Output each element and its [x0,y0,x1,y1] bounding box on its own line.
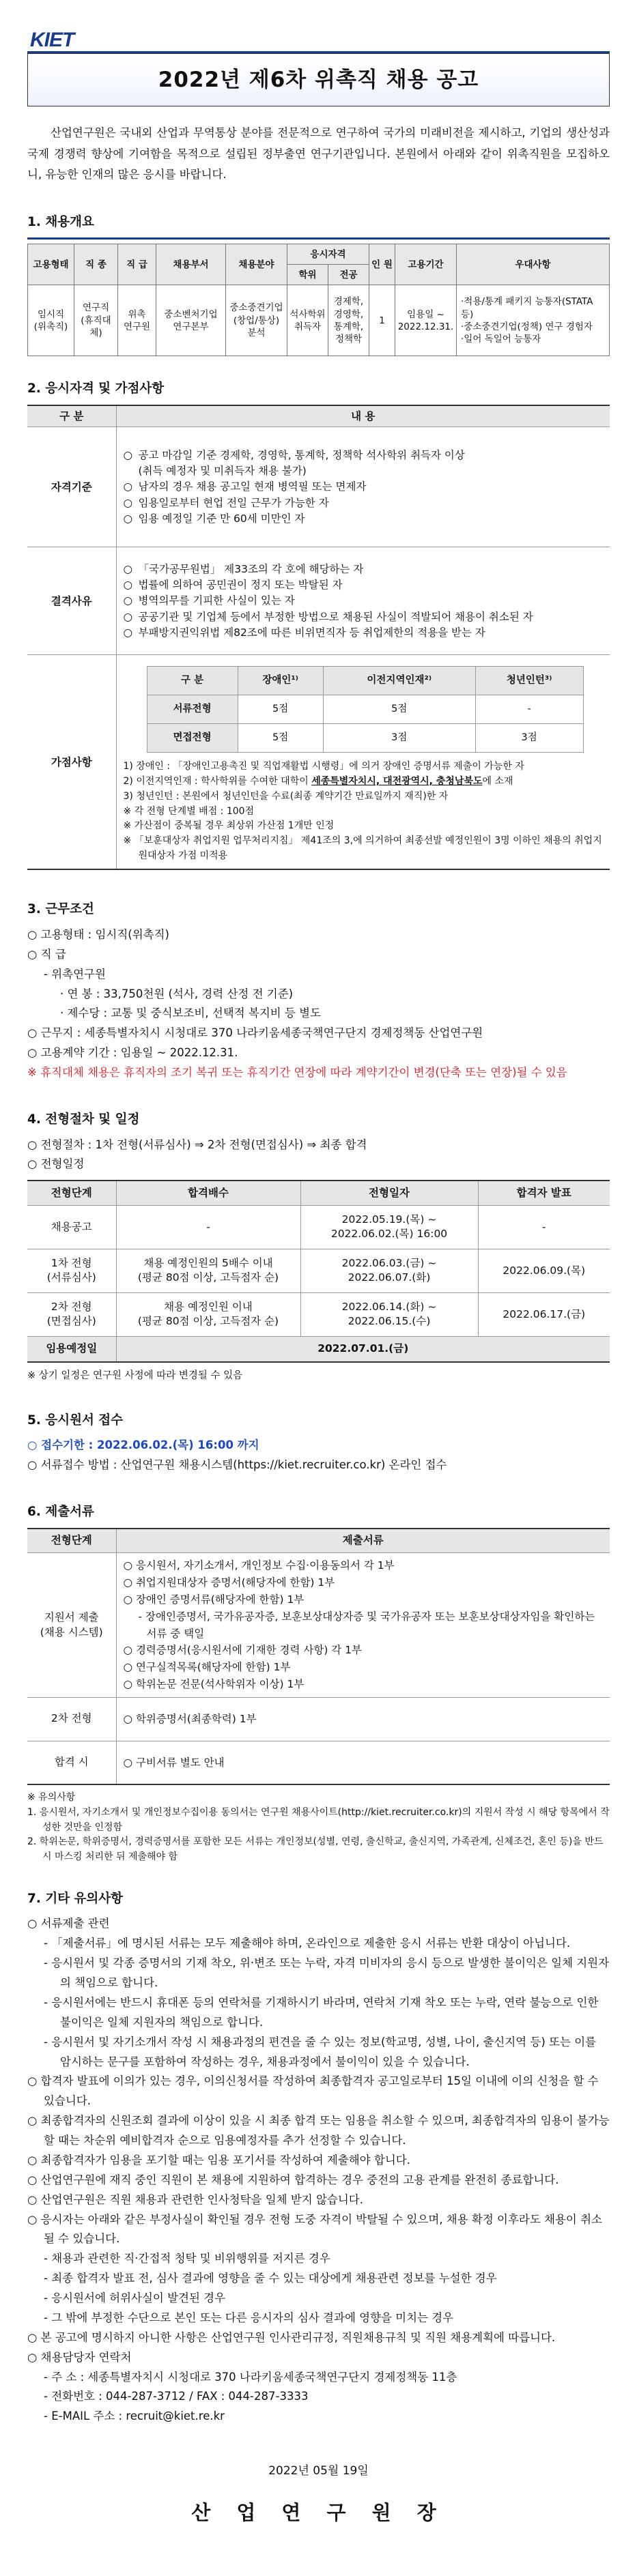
misc-line: - 주 소 : 세종특별자치시 시청대로 370 나라키움세종국책연구단지 경제정책동 11층 [44,2370,457,2384]
misc-line: ○ 합격자 발표에 이의가 있는 경우, 이의신청서를 작성하여 최종합격자 공고일로부터 15일 이내에 이의 신청을 할 수 있습니다. [27,2074,599,2108]
bullet-icon: ○ [123,594,133,607]
table-cell: 5점 [238,724,323,753]
table-cell: 위촉 연구원 [118,285,156,356]
misc-line: ○ 서류제출 관련 [27,1917,110,1930]
logo-wordmark: KIET [30,29,74,52]
table-cell: 5점 [238,695,323,724]
application-method: ○ 서류접수 방법 : 산업연구원 채용시스템(https://kiet.recruiter.co.kr) 온라인 접수 [27,1458,447,1472]
misc-line: ○ 산업연구원에 재직 중인 직원이 본 채용에 지원하여 합격하는 경우 중전의 고용 관계를 완전히 종료합니다. [27,2173,559,2186]
section-heading-application: 5. 응시원서 접수 [27,1413,124,1428]
row-label-disqualification: 결격사유 [27,547,116,655]
table-row [27,1249,610,1292]
th-rank: 직 급 [118,244,156,285]
condition-line: · 제수당 : 교통 및 중식보조비, 선택적 복지비 등 별도 [60,1007,322,1020]
bullet-icon: ○ [123,579,133,592]
section-heading-conditions: 3. 근무조건 [27,902,94,917]
th-multiple: 합격배수 [116,1181,300,1205]
bonus-notes [124,759,604,863]
row-label-bonus: 가점사항 [27,655,116,869]
table-cell: - [475,695,583,724]
doc-item: ○ 장애인 증명서류(해당자에 한함) 1부 [123,1593,305,1606]
th-content: 내 용 [116,405,610,427]
table-cell: 2022.07.01.(금) [116,1336,610,1362]
misc-line: ○ 최종합격자의 신원조회 결과에 이상이 있을 시 최종 합격 또는 임용을 취소할 수 있으며, 최종합격자의 임용이 불가능할 때는 차순위 예비합격자 순으로 임용예정자를 추가 선정할 수 있습니다. [27,2114,610,2147]
table-cell: 2차 전형 [27,1697,116,1741]
page-title: 2022년 제6차 위촉직 채용 공고 [158,68,479,92]
misc-line: ○ 본 공고에 명시하지 아니한 사항은 산업연구원 인사관리규정, 직원채용규칙 및 직원 채용계획에 따릅니다. [27,2330,556,2344]
misc-line: - 응시원서 및 각종 증명서의 기재 착오, 위·변조 또는 누락, 자격 미비자의 응시 등으로 발생한 불이익은 일체 지원자의 책임으로 합니다. [44,1956,610,1990]
table-row [27,1205,610,1249]
table-cell [116,1553,610,1697]
table-cell: 1 [369,285,395,356]
table-cell: 중소벤처기업 연구본부 [156,285,226,356]
table-cell: 임용일 ~ 2022.12.31. [395,285,457,356]
doc-item: ○ 학위증명서(최종학력) 1부 [123,1712,257,1725]
documents-notes [27,1791,610,1864]
th-department: 채용부서 [156,244,226,285]
bonus-note: ※ 「보훈대상자 취업지원 업무처리지침」 제41조의 3,에 의거하여 최종선발 예정인원이 3명 이하인 채용의 취업지원대상자 가점 미적용 [123,835,602,861]
list-item: ○ 병역의무를 기피한 사실이 있는 자 [124,593,604,609]
misc-line: - 응시원서에는 반드시 휴대폰 등의 연락처를 기재하시기 바라며, 연락처 기재 착오 또는 누락, 연락 불능으로 인한 불이익은 일체 지원자의 책임으로 합니다. [44,1995,599,2029]
th-date: 전형일자 [300,1181,478,1205]
table-cell: 1차 전형 (서류심사) [27,1249,116,1292]
misc-line: - 채용과 관련한 직·간접적 청탁 및 비위행위를 저지른 경우 [44,2252,330,2266]
title-box [27,53,610,106]
table-row [147,724,583,753]
intro-paragraph: 산업연구원은 국내외 산업과 무역통상 분야를 전문적으로 연구하여 국가의 미래비전을 제시하고, 기업의 생산성과 국제 경쟁력 향상에 기여함을 목적으로 설립된 정부출연 연구기관입니다. 본원에서 아래와 같이 위촉직원을 모집하오니, 유능한 인재의 많은 응시를 바랍니다. [27,126,610,182]
bonus-note: 1) 장애인 : 「장애인고용촉진 및 직업재활법 시행령」에 의거 장애인 증명서류 제출이 가능한 자 [123,761,524,772]
table-cell: 합격 시 [27,1741,116,1784]
table-row [28,285,610,356]
table-cell: 2022.06.14.(화) ~ 2022.06.15.(수) [300,1292,478,1336]
bullet-icon: ○ [123,626,133,639]
table-cell: 임시직 (위촉직) [28,285,74,356]
table-cell: 2차 전형 (면접심사) [27,1292,116,1336]
bonus-points-table [147,666,584,753]
qualification-table [27,405,610,870]
th-announce: 합격자 발표 [478,1181,610,1205]
condition-line: ※ 휴직대체 채용은 휴직자의 조기 복귀 또는 휴직기간 연장에 따라 계약기간이 변경(단축 또는 연장)될 수 있음 [27,1066,567,1080]
th-doc-stage: 전형단계 [27,1529,116,1553]
table-cell: 면접전형 [147,724,238,753]
table-row [27,1697,610,1741]
table-cell: 채용공고 [27,1205,116,1249]
table-row [27,1741,610,1784]
doc-note: ※ 유의사항 [27,1792,76,1804]
list-item: (취득 예정자 및 미취득자 채용 불가) [138,465,307,478]
misc-line: - 응시원서 및 자기소개서 작성 시 채용과정의 편견을 줄 수 있는 정보(학교명, 성별, 나이, 출신지역 등) 또는 이를 암시하는 문구를 포함하여 작성하는 경우, 채용과정에서 불이익이 있을 수 있습니다. [44,2035,597,2068]
table-cell: 2022.06.17.(금) [478,1292,610,1336]
list-item: ○ 법률에 의하여 공민권이 정지 또는 박탈된 자 [124,577,604,593]
table-cell: 서류전형 [147,695,238,724]
schedule-note: ※ 상기 일정은 연구원 사정에 따라 변경될 수 있음 [27,1370,243,1382]
misc-line: ○ 최종합격자가 임용을 포기할 때는 임용 포기서를 작성하여 제출해야 합니다. [27,2153,410,2167]
condition-line: ○ 고용형태 : 임시직(위촉직) [27,927,169,941]
table-cell: 채용 예정인원의 5배수 이내 (평균 80점 이상, 고득점자 순) [116,1249,300,1292]
section-heading-qualification: 2. 응시자격 및 가점사항 [27,381,165,396]
doc-item: ○ 학위논문 전문(석사학위자 이상) 1부 [123,1677,305,1690]
th-bonus-intern: 청년인턴³⁾ [475,667,583,695]
doc-note: 1. 응시원서, 자기소개서 및 개인정보수집이용 동의서는 연구원 채용사이트(http://kiet.recruiter.co.kr)의 지원서 작성 시 해당 항목에서 작성한 것만을 인정함 [27,1806,610,1833]
list-item: ○ 공고 마감일 기준 경제학, 경영학, 통계학, 정책학 석사학위 취득자 이상 [124,448,604,463]
misc-line: - 그 밖에 부정한 수단으로 본인 또는 다른 응시자의 심사 결과에 영향을 미치는 경우 [44,2311,454,2324]
section-heading-process: 4. 전형절차 및 일정 [27,1112,140,1127]
misc-line: - 최종 합격자 발표 전, 심사 결과에 영향을 줄 수 있는 대상에게 채용관련 정보를 누설한 경우 [44,2272,497,2285]
bonus-note: ※ 각 전형 단계별 배점 : 100점 [123,805,255,817]
bullet-icon: ○ [123,448,133,461]
highlight-region: 세종특별자치시, 대전광역시, 충청남북도 [311,776,483,787]
bullet-icon: ○ [123,480,133,493]
bonus-content [116,655,610,869]
th-bonus-disabled: 장애인¹⁾ [238,667,323,695]
table-cell: - [116,1205,300,1249]
table-row [27,1292,610,1336]
doc-item: ○ 경력증명서(응시원서에 기재한 경력 사항) 각 1부 [123,1644,363,1657]
kiet-logo [30,15,610,52]
misc-line: - 전화번호 : 044-287-3712 / FAX : 044-287-3333 [44,2390,309,2403]
bullet-icon: ○ [123,610,133,623]
table-row [27,1553,610,1697]
list-item: ○ 부패방지권익위법 제82조에 따른 비위면직자 등 취업제한의 적용을 받는 자 [124,625,604,641]
bonus-note: ※ 가산점이 중복될 경우 최상위 가산점 1개만 인정 [123,820,335,832]
condition-line: - 위촉연구원 [44,967,106,981]
list-item: ○ 공공기관 및 기업체 등에서 부정한 방법으로 채용된 사실이 적발되어 채용이 취소된 자 [124,609,604,625]
th-bonus-category: 구 분 [147,667,238,695]
table-cell: 3점 [323,724,475,753]
table-cell: ·적용/통계 패키지 능통자(STATA 등) ·중소중견기업(정책) 연구 경험자 ·일어 독일어 능통자 [457,285,610,356]
doc-note: 2. 학위논문, 학위증명서, 경력증명서를 포함한 모든 서류는 개인정보(성별, 연령, 출신학교, 출신지역, 가족관계, 신체조건, 혼인 등)을 반드시 마스킹 처리한 뒤 제출해야 함 [27,1836,604,1863]
condition-line: ○ 근무지 : 세종특별자치시 시청대로 370 나라키움세종국책연구단지 경제정책동 산업연구원 [27,1026,483,1040]
table-cell: 중소중견기업 (창업/통상) 분석 [226,285,287,356]
th-doc-list: 제출서류 [116,1529,610,1553]
table-cell: 3점 [475,724,583,753]
bonus-note: 3) 청년인턴 : 본원에서 청년인턴을 수료(최종 계약기간 만료일까지 재직)한 자 [123,790,449,802]
list-item: ○ 남자의 경우 채용 공고일 현재 병역필 또는 면제자 [124,479,604,495]
row-label-criteria: 자격기준 [27,427,116,547]
th-employment-type: 고용형태 [28,244,74,285]
overview-table [27,244,610,356]
section-heading-misc: 7. 기타 유의사항 [27,1891,124,1906]
th-headcount: 인 원 [369,244,395,285]
table-row-total [27,1336,610,1362]
table-cell: 채용 예정인원 이내 (평균 80점 이상, 고득점자 순) [116,1292,300,1336]
table-cell: 2022.06.09.(목) [478,1249,610,1292]
condition-line: · 연 봉 : 33,750천원 (석사, 경력 산정 전 기준) [60,987,294,1000]
misc-line: - 응시원서에 허위사실이 발견된 경우 [44,2291,226,2305]
th-stage: 전형단계 [27,1181,116,1205]
doc-item: ○ 구비서류 별도 안내 [123,1756,225,1769]
doc-item: - 장애인증명서, 국가유공자증, 보훈보상대상자증 및 국가유공자 또는 보훈보상대상자임을 확인하는 서류 중 택일 [138,1610,595,1640]
misc-line: ○ 채용담당자 연락처 [27,2350,132,2364]
section-heading-documents: 6. 제출서류 [27,1505,94,1520]
criteria-content [116,427,610,547]
bullet-icon: ○ [123,496,133,509]
list-item: ○ 임용일로부터 현업 전일 근무가 가능한 자 [124,495,604,511]
bonus-note: 2) 이전지역인재 : 학사학위를 수여한 대학이 세종특별자치시, 대전광역시, 충청남북도에 소재 [123,776,513,787]
list-item: ○ 임용 예정일 기준 만 60세 미만인 자 [124,511,604,527]
doc-item: ○ 연구실적목록(해당자에 한함) 1부 [123,1661,291,1674]
bullet-icon: ○ [123,512,133,525]
table-row [147,695,583,724]
table-cell [116,1697,610,1741]
th-degree: 학위 [287,265,328,285]
notice-date: 2022년 05월 19일 [268,2464,369,2478]
misc-line: - 「제출서류」에 명시된 서류는 모두 제출해야 하며, 온라인으로 제출한 응시 서류는 반환 대상이 아닙니다. [44,1937,571,1950]
application-deadline: ○ 접수기한 : 2022.06.02.(목) 16:00 까지 [27,1438,259,1452]
table-cell: 지원서 제출 (채용 시스템) [27,1553,116,1697]
th-qualification: 응시자격 [287,244,369,265]
doc-item: ○ 취업지원대상자 증명서(해당자에 한함) 1부 [123,1576,335,1589]
disqualification-content [116,547,610,655]
table-cell: 2022.06.03.(금) ~ 2022.06.07.(화) [300,1249,478,1292]
process-steps: ○ 전형절차 : 1차 전형(서류심사) ⇒ 2차 전형(면접심사) ⇒ 최종 합격 [27,1138,367,1151]
table-cell: 임용예정일 [27,1336,116,1362]
process-intro [27,1135,610,1175]
table-row [27,427,610,547]
th-field: 채용분야 [226,244,287,285]
documents-table [27,1528,610,1785]
th-category: 구 분 [27,405,116,427]
misc-list [27,1914,610,2427]
th-major: 전공 [328,265,369,285]
section-heading-overview: 1. 채용개요 [27,214,94,229]
misc-line: ○ 응시자는 아래와 같은 부정사실이 확인될 경우 전형 도중 자격이 박탈될 수 있으며, 채용 확정 이후라도 채용이 취소될 수 있습니다. [27,2212,602,2246]
schedule-table [27,1180,610,1363]
th-preference: 우대사항 [457,244,610,285]
table-cell: 석사학위 취득자 [287,285,328,356]
th-bonus-local: 이전지역인재²⁾ [323,667,475,695]
table-row [27,547,610,655]
process-schedule-label: ○ 전형일정 [27,1157,85,1171]
table-cell [116,1741,610,1784]
condition-line: ○ 직 급 [27,947,66,961]
misc-line: ○ 산업연구원은 직원 채용과 관련한 인사청탁을 일체 받지 않습니다. [27,2193,363,2206]
conditions-list [27,925,610,1083]
misc-line: - E-MAIL 주소 : recruit@kiet.re.kr [44,2409,225,2423]
table-cell: 경제학, 경영학, 통계학, 정책학 [328,285,369,356]
condition-line: ○ 고용계약 기간 : 임용일 ~ 2022.12.31. [27,1046,238,1060]
table-cell: 연구직 (휴직대체) [74,285,118,356]
issuer-name: 산 업 연 구 원 장 [191,2501,446,2525]
bullet-icon: ○ [123,562,133,575]
table-cell: 5점 [323,695,475,724]
table-cell: - [478,1205,610,1249]
table-cell: 2022.05.19.(목) ~ 2022.06.02.(목) 16:00 [300,1205,478,1249]
th-job-type: 직 종 [74,244,118,285]
application-info [27,1436,610,1475]
list-item: ○ 「국가공무원법」 제33조의 각 호에 해당하는 자 [124,562,604,577]
doc-item: ○ 응시원서, 자기소개서, 개인정보 수집·이용동의서 각 1부 [123,1559,395,1572]
th-period: 고용기간 [395,244,457,285]
table-row [27,655,610,869]
